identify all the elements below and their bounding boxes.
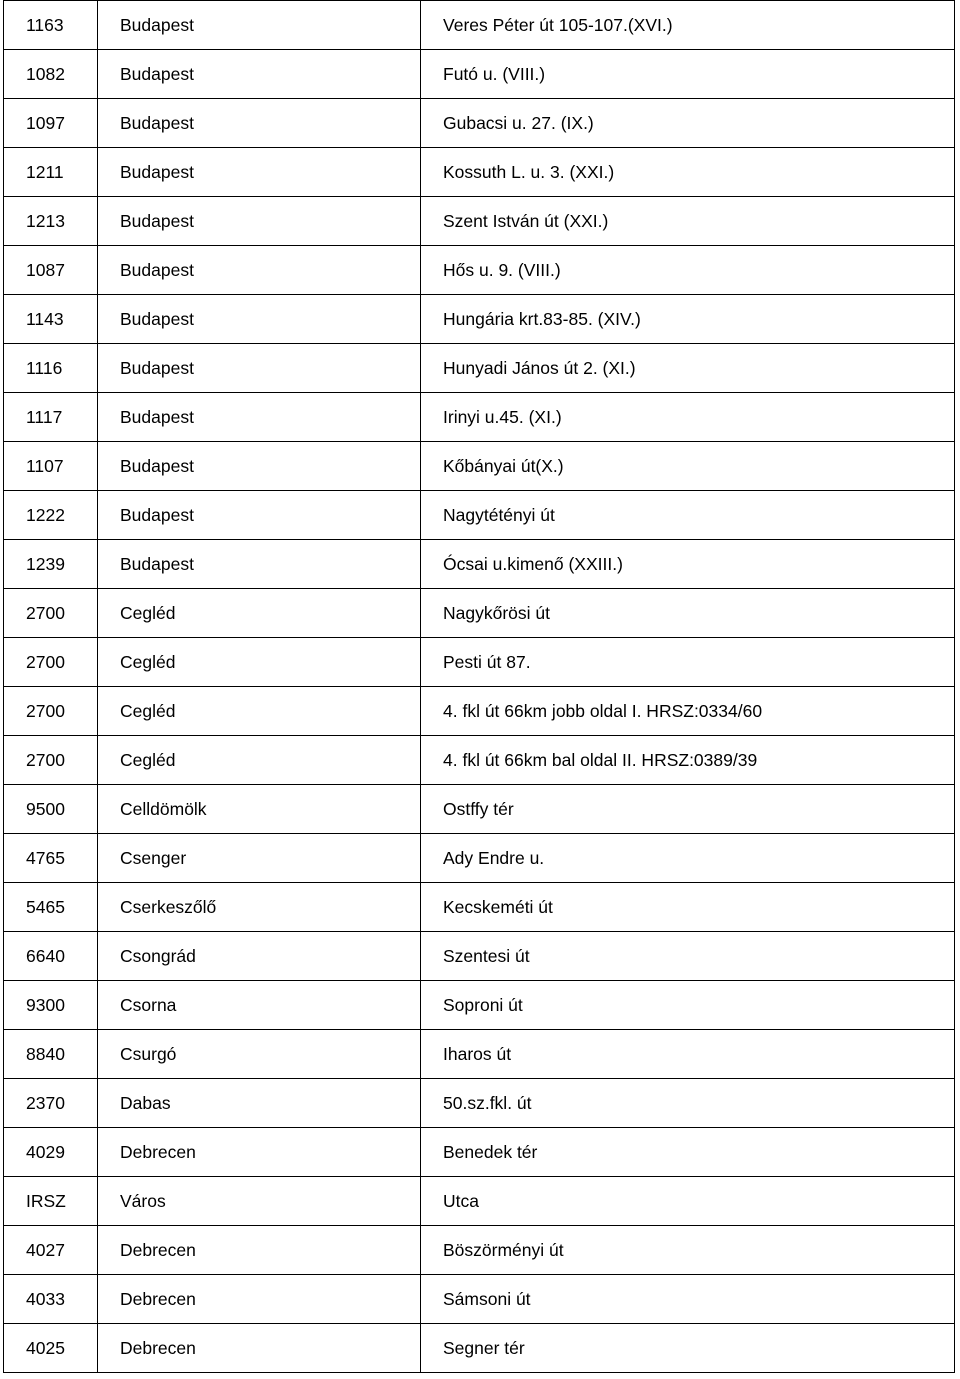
postal-code-cell: 2700 xyxy=(4,638,98,687)
street-cell: 4. fkl út 66km jobb oldal I. HRSZ:0334/60 xyxy=(421,687,955,736)
street-cell: Szentesi út xyxy=(421,932,955,981)
table-row xyxy=(4,1030,955,1079)
street-cell: Kőbányai út(X.) xyxy=(421,442,955,491)
postal-code-cell: 2700 xyxy=(4,736,98,785)
street-cell: Soproni út xyxy=(421,981,955,1030)
postal-code-cell: IRSZ xyxy=(4,1177,98,1226)
city-cell: Budapest xyxy=(98,344,421,393)
postal-code-cell: 1082 xyxy=(4,50,98,99)
city-cell: Csorna xyxy=(98,981,421,1030)
postal-code-cell: 6640 xyxy=(4,932,98,981)
city-cell: Cegléd xyxy=(98,736,421,785)
table-row xyxy=(4,981,955,1030)
address-table-body xyxy=(4,1,955,1373)
street-cell: Kossuth L. u. 3. (XXI.) xyxy=(421,148,955,197)
postal-code-cell: 9300 xyxy=(4,981,98,1030)
city-cell: Budapest xyxy=(98,491,421,540)
table-row xyxy=(4,491,955,540)
city-cell: Debrecen xyxy=(98,1128,421,1177)
postal-code-cell: 1107 xyxy=(4,442,98,491)
postal-code-cell: 4029 xyxy=(4,1128,98,1177)
postal-code-cell: 4027 xyxy=(4,1226,98,1275)
street-cell: Futó u. (VIII.) xyxy=(421,50,955,99)
postal-code-cell: 2370 xyxy=(4,1079,98,1128)
table-row xyxy=(4,736,955,785)
postal-code-cell: 1213 xyxy=(4,197,98,246)
postal-code-cell: 5465 xyxy=(4,883,98,932)
street-cell: Ostffy tér xyxy=(421,785,955,834)
postal-code-cell: 2700 xyxy=(4,589,98,638)
street-cell: Ady Endre u. xyxy=(421,834,955,883)
street-cell: Szent István út (XXI.) xyxy=(421,197,955,246)
table-row xyxy=(4,393,955,442)
postal-code-cell: 1097 xyxy=(4,99,98,148)
postal-code-cell: 4765 xyxy=(4,834,98,883)
city-cell: Budapest xyxy=(98,540,421,589)
city-cell: Város xyxy=(98,1177,421,1226)
table-row xyxy=(4,834,955,883)
table-row xyxy=(4,687,955,736)
table-row xyxy=(4,785,955,834)
city-cell: Budapest xyxy=(98,393,421,442)
city-cell: Cegléd xyxy=(98,589,421,638)
postal-code-cell: 2700 xyxy=(4,687,98,736)
street-cell: Gubacsi u. 27. (IX.) xyxy=(421,99,955,148)
table-row xyxy=(4,540,955,589)
table-row xyxy=(4,442,955,491)
postal-code-cell: 1239 xyxy=(4,540,98,589)
table-row xyxy=(4,883,955,932)
table-row xyxy=(4,295,955,344)
street-cell: Veres Péter út 105-107.(XVI.) xyxy=(421,1,955,50)
postal-code-cell: 8840 xyxy=(4,1030,98,1079)
city-cell: Debrecen xyxy=(98,1275,421,1324)
street-cell: Sámsoni út xyxy=(421,1275,955,1324)
city-cell: Budapest xyxy=(98,295,421,344)
street-cell: Hős u. 9. (VIII.) xyxy=(421,246,955,295)
table-row xyxy=(4,197,955,246)
city-cell: Csongrád xyxy=(98,932,421,981)
street-cell: Hunyadi János út 2. (XI.) xyxy=(421,344,955,393)
table-row xyxy=(4,1275,955,1324)
street-cell: 50.sz.fkl. út xyxy=(421,1079,955,1128)
city-cell: Budapest xyxy=(98,246,421,295)
postal-code-cell: 1143 xyxy=(4,295,98,344)
postal-code-cell: 1116 xyxy=(4,344,98,393)
table-row xyxy=(4,1324,955,1373)
city-cell: Budapest xyxy=(98,50,421,99)
city-cell: Budapest xyxy=(98,99,421,148)
street-cell: Iharos út xyxy=(421,1030,955,1079)
city-cell: Cserkeszőlő xyxy=(98,883,421,932)
postal-code-cell: 9500 xyxy=(4,785,98,834)
postal-code-cell: 1163 xyxy=(4,1,98,50)
table-row xyxy=(4,1128,955,1177)
street-cell: Irinyi u.45. (XI.) xyxy=(421,393,955,442)
city-cell: Cegléd xyxy=(98,687,421,736)
postal-code-cell: 1211 xyxy=(4,148,98,197)
city-cell: Budapest xyxy=(98,148,421,197)
city-cell: Csenger xyxy=(98,834,421,883)
city-cell: Cegléd xyxy=(98,638,421,687)
table-row xyxy=(4,246,955,295)
street-cell: Ócsai u.kimenő (XXIII.) xyxy=(421,540,955,589)
street-cell: Nagykőrösi út xyxy=(421,589,955,638)
street-cell: Kecskeméti út xyxy=(421,883,955,932)
city-cell: Budapest xyxy=(98,442,421,491)
street-cell: 4. fkl út 66km bal oldal II. HRSZ:0389/39 xyxy=(421,736,955,785)
street-cell: Segner tér xyxy=(421,1324,955,1373)
street-cell: Pesti út 87. xyxy=(421,638,955,687)
city-cell: Budapest xyxy=(98,197,421,246)
street-cell: Böszörményi út xyxy=(421,1226,955,1275)
city-cell: Debrecen xyxy=(98,1226,421,1275)
table-row xyxy=(4,932,955,981)
table-row xyxy=(4,638,955,687)
table-row xyxy=(4,50,955,99)
postal-code-cell: 1087 xyxy=(4,246,98,295)
table-row xyxy=(4,1177,955,1226)
city-cell: Budapest xyxy=(98,1,421,50)
street-cell: Benedek tér xyxy=(421,1128,955,1177)
table-row xyxy=(4,1,955,50)
city-cell: Dabas xyxy=(98,1079,421,1128)
table-row xyxy=(4,1226,955,1275)
postal-code-cell: 4025 xyxy=(4,1324,98,1373)
table-row xyxy=(4,148,955,197)
city-cell: Debrecen xyxy=(98,1324,421,1373)
postal-code-cell: 1222 xyxy=(4,491,98,540)
address-table xyxy=(3,0,955,1373)
table-row xyxy=(4,1079,955,1128)
street-cell: Nagytétényi út xyxy=(421,491,955,540)
table-row xyxy=(4,344,955,393)
city-cell: Celldömölk xyxy=(98,785,421,834)
city-cell: Csurgó xyxy=(98,1030,421,1079)
postal-code-cell: 4033 xyxy=(4,1275,98,1324)
postal-code-cell: 1117 xyxy=(4,393,98,442)
table-row xyxy=(4,99,955,148)
table-row xyxy=(4,589,955,638)
street-cell: Hungária krt.83-85. (XIV.) xyxy=(421,295,955,344)
street-cell: Utca xyxy=(421,1177,955,1226)
